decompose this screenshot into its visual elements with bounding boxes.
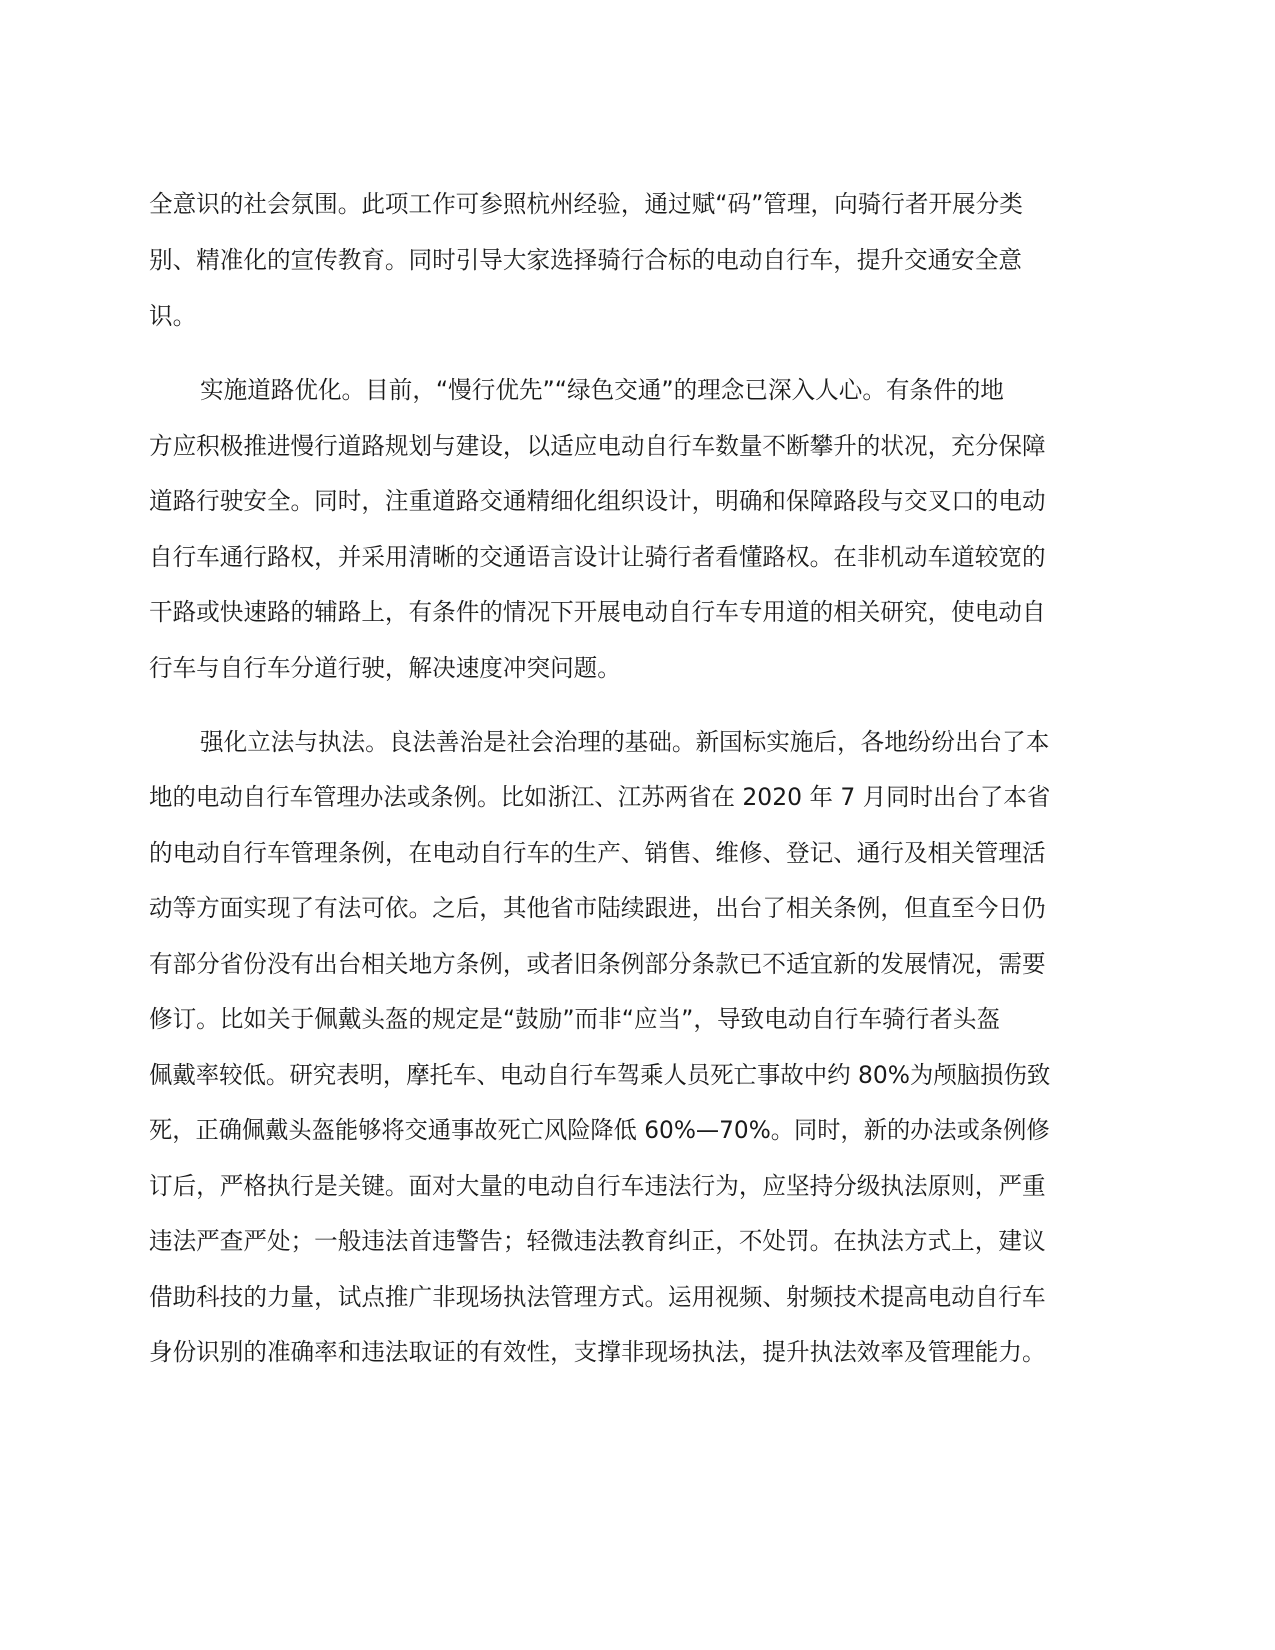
text-line: 违法严查严处；一般违法首违警告；轻微违法教育纠正，不处罚。在执法方式上，建议	[149, 1227, 1046, 1255]
text-line: 修订。比如关于佩戴头盔的规定是“鼓励”而非“应当”，导致电动自行车骑行者头盔	[149, 1005, 1001, 1033]
text-line: 干路或快速路的辅路上，有条件的情况下开展电动自行车专用道的相关研究，使电动自	[149, 598, 1046, 626]
text-line: 订后，严格执行是关键。面对大量的电动自行车违法行为，应坚持分级执法原则，严重	[149, 1172, 1046, 1200]
text-line: 动等方面实现了有法可依。之后，其他省市陆续跟进，出台了相关条例，但直至今日仍	[149, 894, 1046, 922]
text-line: 实施道路优化。目前，“慢行优先”“绿色交通”的理念已深入人心。有条件的地	[200, 376, 1004, 404]
text-line: 行车与自行车分道行驶，解决速度冲突问题。	[149, 654, 621, 682]
text-line: 佩戴率较低。研究表明，摩托车、电动自行车驾乘人员死亡事故中约 80%为颅脑损伤致	[149, 1061, 1051, 1089]
text-line: 借助科技的力量，试点推广非现场执法管理方式。运用视频、射频技术提高电动自行车	[149, 1283, 1046, 1311]
text-line: 别、精准化的宣传教育。同时引导大家选择骑行合标的电动自行车，提升交通安全意	[149, 246, 1022, 274]
text-line: 强化立法与执法。良法善治是社会治理的基础。新国标实施后，各地纷纷出台了本	[200, 728, 1050, 756]
text-line: 识。	[149, 302, 197, 330]
text-line: 的电动自行车管理条例，在电动自行车的生产、销售、维修、登记、通行及相关管理活	[149, 839, 1046, 867]
text-line: 身份识别的准确率和违法取证的有效性，支撑非现场执法，提升执法效率及管理能力。	[149, 1338, 1046, 1366]
text-line: 有部分省份没有出台相关地方条例，或者旧条例部分条款已不适宜新的发展情况，需要	[149, 950, 1046, 978]
text-line: 地的电动自行车管理办法或条例。比如浙江、江苏两省在 2020 年 7 月同时出台了本省	[149, 783, 1051, 811]
text-line: 方应积极推进慢行道路规划与建设，以适应电动自行车数量不断攀升的状况，充分保障	[149, 432, 1046, 460]
text-line: 全意识的社会氛围。此项工作可参照杭州经验，通过赋“码”管理，向骑行者开展分类	[149, 190, 1023, 218]
text-line: 死，正确佩戴头盔能够将交通事故死亡风险降低 60%—70%。同时，新的办法或条例修	[149, 1116, 1050, 1144]
text-line: 道路行驶安全。同时，注重道路交通精细化组织设计，明确和保障路段与交叉口的电动	[149, 487, 1046, 515]
text-line: 自行车通行路权，并采用清晰的交通语言设计让骑行者看懂路权。在非机动车道较宽的	[149, 543, 1046, 571]
